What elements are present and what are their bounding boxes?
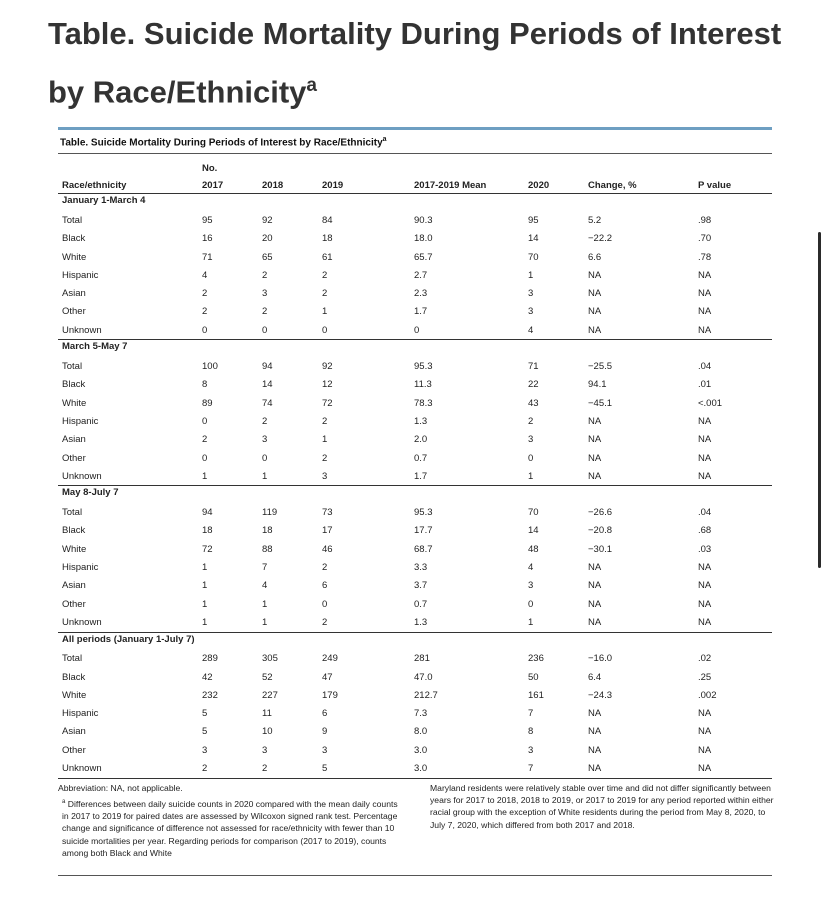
- footnote-a-continued: Maryland residents were relatively stable over time and did not differ significantly between years for 2017 to 2018, 2018 to 2019, or 2017 to 2019 for any period reported within either racial group with the exception of White residents during the period from May 8, 2020, to July 7, 2020, which differed from both 2017 and 2018.: [430, 783, 774, 830]
- table-row: [58, 723, 772, 741]
- cell-y2018: 2: [262, 269, 268, 281]
- cell-y2019: 2: [322, 616, 328, 628]
- cell-y2018: 11: [262, 708, 272, 720]
- cell-change: 6.4: [588, 671, 602, 683]
- cell-y2019: 249: [322, 653, 338, 665]
- table-body: [58, 194, 772, 778]
- table-row: [58, 577, 772, 595]
- cell-y2017: 94: [202, 507, 213, 519]
- cell-mean: 2.7: [414, 269, 428, 281]
- cell-change: NA: [588, 562, 602, 574]
- cell-y2019: 2: [322, 415, 328, 427]
- cell-race: Hispanic: [62, 269, 99, 281]
- cell-mean: 3.3: [414, 562, 428, 574]
- cell-mean: 2.0: [414, 434, 428, 446]
- cell-y2017: 2: [198, 759, 258, 778]
- cell-race: Asian: [62, 434, 86, 446]
- cell-y2017: 2: [202, 306, 208, 318]
- cell-y2019: 12: [322, 379, 333, 391]
- section-header-row: [58, 632, 772, 650]
- table-row: [58, 230, 772, 248]
- cell-mean: 95.3: [414, 361, 433, 373]
- table-row: [58, 503, 772, 521]
- cell-race: Unknown: [58, 759, 198, 778]
- cell-change: NA: [588, 269, 602, 281]
- cell-change: −24.3: [588, 689, 613, 701]
- cell-y2019: 6: [322, 580, 328, 592]
- table-row: [58, 686, 772, 704]
- cell-change: −20.8: [588, 525, 613, 537]
- cell-p-value: NA: [698, 434, 712, 446]
- cell-y2020: 0: [528, 598, 534, 610]
- cell-y2017: 18: [202, 525, 213, 537]
- table-row: [58, 303, 772, 321]
- table-row: [58, 321, 772, 340]
- cell-y2019: 1: [322, 434, 328, 446]
- cell-race: Black: [62, 379, 86, 391]
- cell-change: −22.2: [588, 233, 613, 245]
- section-header-row: [58, 194, 772, 212]
- cell-y2017: 42: [202, 671, 213, 683]
- cell-y2019: 0: [322, 324, 328, 336]
- cell-p-value: .68: [698, 525, 712, 537]
- cell-p-value: .002: [698, 689, 717, 701]
- cell-mean: 3.0: [410, 759, 524, 778]
- cell-race: Hispanic: [62, 708, 99, 720]
- table-row: [58, 431, 772, 449]
- table-row: [58, 248, 772, 266]
- table-row: [58, 357, 772, 375]
- table-row: [58, 668, 772, 686]
- cell-y2019: 5: [318, 759, 410, 778]
- cell-y2019: 2: [322, 562, 328, 574]
- table-row: [58, 595, 772, 613]
- cell-p-value: NA: [698, 324, 712, 336]
- table-row: [58, 412, 772, 430]
- col-header-change: Change, %: [584, 175, 694, 194]
- footnote-a: [58, 796, 403, 859]
- cell-race: Black: [62, 233, 86, 245]
- page-scrollbar[interactable]: [818, 232, 821, 568]
- cell-y2020: 7: [524, 759, 584, 778]
- cell-y2020: 3: [528, 306, 534, 318]
- cell-y2017: 71: [202, 251, 213, 263]
- cell-y2020: 236: [528, 653, 544, 665]
- section-title: January 1-March 4: [62, 195, 146, 207]
- cell-y2018: 2: [262, 415, 268, 427]
- cell-race: Total: [62, 361, 83, 373]
- cell-mean: 0.7: [414, 452, 428, 464]
- cell-change: NA: [588, 598, 602, 610]
- cell-race: Other: [62, 452, 86, 464]
- cell-mean: 3.7: [414, 580, 428, 592]
- cell-y2019: 46: [322, 543, 333, 555]
- cell-change: NA: [588, 580, 602, 592]
- cell-y2018: 10: [262, 726, 273, 738]
- cell-y2020: 70: [528, 251, 539, 263]
- cell-change: 5.2: [588, 214, 602, 226]
- cell-y2018: 3: [262, 744, 268, 756]
- cell-y2020: 1: [528, 269, 534, 281]
- page-title-footnote-marker: a: [306, 75, 317, 96]
- cell-p-value: NA: [698, 616, 712, 628]
- cell-race: Unknown: [62, 470, 102, 482]
- table-row: [58, 704, 772, 722]
- cell-p-value: NA: [698, 415, 712, 427]
- cell-change: NA: [588, 452, 602, 464]
- cell-mean: 68.7: [414, 543, 433, 555]
- cell-y2018: 1: [262, 470, 268, 482]
- cell-y2017: 1: [202, 562, 208, 574]
- cell-y2017: 232: [202, 689, 218, 701]
- cell-y2018: 88: [262, 543, 273, 555]
- cell-mean: 65.7: [414, 251, 433, 263]
- cell-race: White: [62, 397, 87, 409]
- cell-y2020: 71: [528, 361, 539, 373]
- cell-y2017: 1: [202, 598, 208, 610]
- cell-mean: 78.3: [414, 397, 433, 409]
- cell-race: Black: [62, 525, 86, 537]
- cell-y2020: 4: [528, 562, 534, 574]
- cell-change: −25.5: [588, 361, 613, 373]
- cell-race: White: [62, 251, 87, 263]
- cell-y2020: 14: [528, 233, 539, 245]
- cell-y2018: 4: [262, 580, 268, 592]
- cell-p-value: NA: [698, 306, 712, 318]
- cell-mean: 3.0: [414, 744, 428, 756]
- cell-p-value: <.001: [698, 397, 723, 409]
- cell-y2020: 2: [528, 415, 534, 427]
- cell-change: NA: [588, 306, 602, 318]
- cell-y2017: 3: [202, 744, 208, 756]
- cell-y2020: 8: [528, 726, 534, 738]
- cell-mean: 7.3: [414, 708, 428, 720]
- cell-y2018: 74: [262, 397, 273, 409]
- cell-p-value: .02: [698, 653, 712, 665]
- table-caption-text: Table. Suicide Mortality During Periods of Interest by Race/Ethnicity: [60, 137, 383, 149]
- cell-mean: 1.7: [414, 306, 428, 318]
- cell-p-value: .70: [698, 233, 712, 245]
- cell-y2018: 2: [262, 306, 268, 318]
- table-row: [58, 394, 772, 412]
- cell-y2019: 73: [322, 507, 333, 519]
- cell-y2017: 5: [202, 708, 208, 720]
- cell-change: NA: [588, 616, 602, 628]
- cell-y2017: 1: [202, 470, 208, 482]
- footnote-a-marker: a: [62, 799, 66, 806]
- table-row: [58, 613, 772, 632]
- cell-y2020: 3: [528, 744, 534, 756]
- cell-y2017: 2: [202, 288, 208, 300]
- table-row: [58, 467, 772, 486]
- cell-race: Other: [62, 598, 86, 610]
- table-row: [58, 285, 772, 303]
- cell-y2017: 16: [202, 233, 213, 245]
- table-row: [58, 650, 772, 668]
- cell-p-value: .98: [698, 214, 712, 226]
- cell-y2019: 17: [322, 525, 333, 537]
- cell-p-value: NA: [698, 744, 712, 756]
- cell-p-value: NA: [698, 288, 712, 300]
- cell-mean: 1.7: [414, 470, 428, 482]
- cell-y2018: 227: [262, 689, 278, 701]
- cell-y2019: 6: [322, 708, 328, 720]
- section-title: May 8-July 7: [58, 486, 772, 504]
- page-title-text: Table. Suicide Mortality During Periods of Interest by Race/Ethnicity: [48, 16, 782, 110]
- cell-y2020: 3: [528, 434, 534, 446]
- cell-race: Unknown: [62, 616, 102, 628]
- cell-y2018: 3: [262, 288, 268, 300]
- cell-change: NA: [588, 415, 602, 427]
- col-header-mean: 2017-2019 Mean: [410, 175, 524, 194]
- cell-mean: 47.0: [414, 671, 433, 683]
- cell-y2018: 20: [262, 233, 273, 245]
- table-caption: [58, 130, 772, 153]
- cell-race: Total: [62, 214, 83, 226]
- cell-mean: 0: [414, 324, 420, 336]
- cell-race: Total: [62, 507, 83, 519]
- cell-y2018: 0: [262, 452, 268, 464]
- table-row: [58, 540, 772, 558]
- cell-change: NA: [588, 726, 602, 738]
- cell-p-value: .01: [698, 379, 712, 391]
- cell-y2018: 94: [262, 361, 273, 373]
- cell-y2020: 95: [528, 214, 539, 226]
- cell-race: Asian: [62, 580, 86, 592]
- cell-mean: 17.7: [414, 525, 433, 537]
- table-row: [58, 449, 772, 467]
- cell-y2017: 0: [202, 324, 208, 336]
- cell-mean: 2.3: [414, 288, 428, 300]
- table-row: [58, 759, 772, 778]
- cell-y2018: 14: [262, 379, 273, 391]
- cell-change: −26.6: [588, 507, 613, 519]
- cell-y2020: 1: [528, 470, 534, 482]
- footnotes-right-column: [430, 782, 775, 831]
- cell-p-value: .03: [698, 543, 712, 555]
- cell-y2018: 7: [262, 562, 268, 574]
- cell-y2018: 52: [262, 671, 273, 683]
- cell-y2017: 2: [202, 434, 208, 446]
- cell-race: Asian: [62, 288, 86, 300]
- cell-change: NA: [588, 288, 602, 300]
- cell-p-value: NA: [698, 470, 712, 482]
- cell-change: NA: [584, 759, 694, 778]
- cell-p-value: NA: [698, 452, 712, 464]
- cell-p-value: NA: [698, 580, 712, 592]
- cell-y2020: 43: [528, 397, 539, 409]
- cell-mean: 1.3: [414, 616, 428, 628]
- cell-p-value: NA: [698, 269, 712, 281]
- cell-p-value: .78: [698, 251, 712, 263]
- cell-mean: 90.3: [414, 214, 433, 226]
- col-header-2018: 2018: [258, 175, 318, 194]
- cell-y2017: 289: [202, 653, 218, 665]
- cell-race: Unknown: [62, 324, 102, 336]
- cell-y2017: 1: [202, 580, 208, 592]
- cell-y2017: 4: [202, 269, 208, 281]
- cell-race: Other: [62, 306, 86, 318]
- section-header-row: [58, 486, 772, 504]
- col-header-2020: 2020: [524, 175, 584, 194]
- table-row: [58, 376, 772, 394]
- cell-p-value: .25: [698, 671, 712, 683]
- cell-y2020: 48: [528, 543, 539, 555]
- cell-y2018: 1: [262, 616, 268, 628]
- cell-p-value: NA: [698, 708, 712, 720]
- cell-y2018: 119: [262, 507, 278, 519]
- cell-mean: 0.7: [414, 598, 428, 610]
- cell-change: 6.6: [588, 251, 602, 263]
- cell-p-value: .04: [698, 507, 712, 519]
- cell-p-value: NA: [698, 598, 712, 610]
- cell-change: −16.0: [588, 653, 613, 665]
- col-header-race: Race/ethnicity: [58, 175, 198, 194]
- cell-mean: 281: [414, 653, 430, 665]
- cell-mean: 8.0: [414, 726, 428, 738]
- cell-change: −45.1: [588, 397, 613, 409]
- cell-y2019: 9: [322, 726, 328, 738]
- table-bottom-rule: [58, 875, 772, 876]
- table-row: [58, 741, 772, 759]
- cell-mean: 18.0: [414, 233, 433, 245]
- cell-race: White: [62, 543, 87, 555]
- cell-y2018: 3: [262, 434, 268, 446]
- cell-y2019: 2: [322, 288, 328, 300]
- cell-y2018: 1: [262, 598, 268, 610]
- cell-p-value: NA: [698, 562, 712, 574]
- cell-y2017: 1: [202, 616, 208, 628]
- cell-y2019: 61: [322, 251, 333, 263]
- cell-y2019: 18: [322, 233, 333, 245]
- cell-y2020: 70: [528, 507, 539, 519]
- cell-y2017: 8: [202, 379, 208, 391]
- cell-mean: 212.7: [414, 689, 438, 701]
- section-title: All periods (January 1-July 7): [58, 632, 772, 650]
- cell-y2017: 72: [202, 543, 213, 555]
- cell-y2019: 0: [322, 598, 328, 610]
- table-row: [58, 266, 772, 284]
- cell-y2020: 4: [528, 324, 534, 336]
- cell-y2018: 0: [262, 324, 268, 336]
- cell-mean: 11.3: [414, 379, 432, 391]
- header-row: [58, 175, 772, 194]
- cell-y2020: 3: [528, 580, 534, 592]
- cell-change: NA: [588, 470, 602, 482]
- footnotes-left-column: [58, 782, 403, 859]
- cell-y2020: 0: [528, 452, 534, 464]
- cell-y2017: 0: [202, 452, 208, 464]
- cell-p-value: NA: [694, 759, 772, 778]
- section-header-row: [58, 340, 772, 358]
- cell-y2019: 3: [322, 470, 328, 482]
- cell-y2019: 2: [322, 269, 328, 281]
- cell-y2020: 50: [528, 671, 539, 683]
- cell-race: Asian: [62, 726, 86, 738]
- cell-y2019: 3: [322, 744, 328, 756]
- cell-y2018: 92: [262, 214, 273, 226]
- table-row: [58, 522, 772, 540]
- cell-y2019: 1: [322, 306, 328, 318]
- cell-p-value: .04: [698, 361, 712, 373]
- cell-change: NA: [588, 434, 602, 446]
- cell-race: White: [62, 689, 87, 701]
- cell-y2017: 0: [202, 415, 208, 427]
- cell-y2019: 92: [322, 361, 333, 373]
- cell-y2019: 47: [322, 671, 333, 683]
- cell-p-value: NA: [698, 726, 712, 738]
- cell-y2019: 2: [322, 452, 328, 464]
- cell-y2018: 18: [262, 525, 273, 537]
- section-title: March 5-May 7: [58, 340, 772, 358]
- cell-change: NA: [588, 744, 602, 756]
- col-header-2019: 2019: [318, 175, 410, 194]
- cell-y2020: 7: [528, 708, 534, 720]
- footnote-a-text: Differences between daily suicide counts in 2020 compared with the mean daily counts in 2017 to 2019 for paired dates are assessed by Wilcoxon signed rank test. Percentage change and significance of difference not assessed for race/ethnicity with fewer than 10 suicide mortalities per year. Regarding periods for comparison (2017 to 2019), counts among both Black and White: [62, 799, 398, 858]
- table-figure: [58, 127, 772, 779]
- cell-y2017: 5: [202, 726, 208, 738]
- col-header-2017: 2017: [198, 175, 258, 194]
- cell-y2020: 161: [528, 689, 544, 701]
- cell-race: Hispanic: [62, 562, 99, 574]
- cell-mean: 95.3: [414, 507, 433, 519]
- page-title: [48, 8, 808, 118]
- cell-race: Black: [62, 671, 86, 683]
- cell-change: −30.1: [588, 543, 613, 555]
- cell-y2017: 89: [202, 397, 213, 409]
- table-row: [58, 558, 772, 576]
- col-header-p-value: P value: [694, 175, 772, 194]
- cell-y2020: 14: [528, 525, 539, 537]
- cell-change: NA: [588, 324, 602, 336]
- cell-y2017: 95: [202, 214, 213, 226]
- cell-race: Total: [62, 653, 83, 665]
- cell-y2019: 179: [322, 689, 338, 701]
- cell-y2018: 2: [258, 759, 318, 778]
- cell-y2020: 3: [528, 288, 534, 300]
- cell-race: Other: [62, 744, 86, 756]
- header-row-top: [58, 154, 772, 175]
- cell-y2020: 22: [528, 379, 539, 391]
- cell-y2018: 65: [262, 251, 273, 263]
- table-row: [58, 211, 772, 229]
- table-caption-footnote-marker: a: [382, 136, 387, 143]
- abbreviation-note: Abbreviation: NA, not applicable.: [58, 783, 183, 793]
- cell-y2017: 100: [202, 361, 218, 373]
- cell-change: NA: [588, 708, 602, 720]
- cell-mean: 1.3: [414, 415, 428, 427]
- cell-race: Hispanic: [62, 415, 99, 427]
- header-no-label: No.: [202, 163, 218, 175]
- cell-y2019: 72: [322, 397, 333, 409]
- cell-y2019: 84: [322, 214, 333, 226]
- cell-y2018: 305: [262, 653, 278, 665]
- mortality-table: [58, 154, 772, 778]
- cell-y2020: 1: [528, 616, 534, 628]
- cell-change: 94.1: [588, 379, 607, 391]
